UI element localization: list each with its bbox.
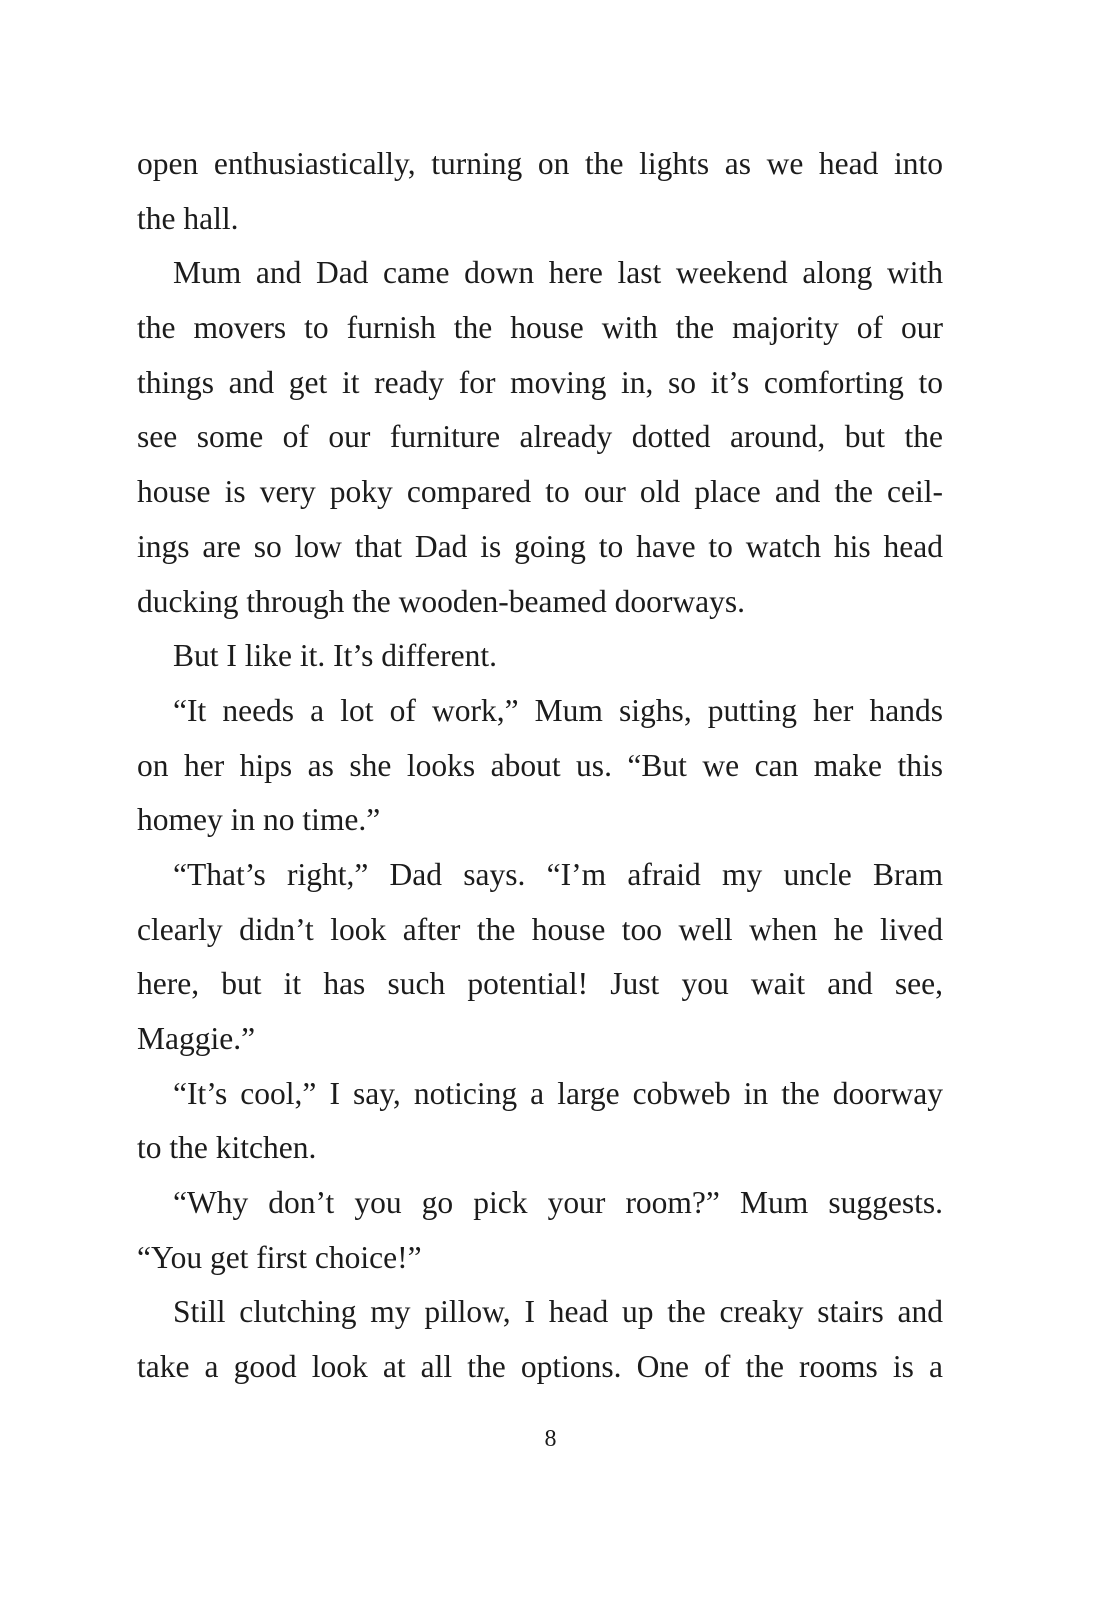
text-line: to the kitchen. bbox=[137, 1130, 317, 1166]
text-line: take a good look at all the options. One of the rooms is a bbox=[137, 1349, 943, 1385]
text-line: the hall. bbox=[137, 200, 239, 236]
text-line: open enthusiastically, turning on the lights as we head into bbox=[137, 146, 943, 181]
text-line: homey in no time.” bbox=[137, 802, 381, 838]
text-line: the movers to furnish the house with the majority of our bbox=[137, 310, 943, 346]
text-line: Mum and Dad came down here last weekend along with bbox=[173, 255, 943, 291]
text-line: clearly didn’t look after the house too well when he lived bbox=[137, 911, 943, 947]
text-line: ducking through the wooden-beamed doorways. bbox=[137, 583, 745, 619]
text-line: “That’s right,” Dad says. “I’m afraid my uncle Bram bbox=[173, 856, 943, 892]
text-line: “You get first choice!” bbox=[137, 1239, 422, 1275]
text-line: “Why don’t you go pick your room?” Mum suggests. bbox=[173, 1185, 943, 1221]
text-line: house is very poky compared to our old place and the ceil- bbox=[137, 474, 943, 510]
page-body-text bbox=[137, 137, 943, 1395]
text-line: Maggie.” bbox=[137, 1021, 256, 1056]
text-line: see some of our furniture already dotted around, but the bbox=[137, 419, 943, 455]
text-line: But I like it. It’s different. bbox=[173, 638, 497, 674]
text-line: things and get it ready for moving in, so it’s comforting to bbox=[137, 364, 943, 400]
text-line: ings are so low that Dad is going to have to watch his head bbox=[137, 528, 943, 564]
text-line: here, but it has such potential! Just you wait and see, bbox=[137, 966, 943, 1002]
text-line: on her hips as she looks about us. “But we can make this bbox=[137, 747, 943, 783]
text-line: “It needs a lot of work,” Mum sighs, putting her hands bbox=[173, 692, 943, 728]
text-line: “It’s cool,” I say, noticing a large cobweb in the doorway bbox=[173, 1075, 943, 1111]
text-line: Still clutching my pillow, I head up the creaky stairs and bbox=[173, 1294, 943, 1330]
page-number: 8 bbox=[544, 1426, 557, 1452]
